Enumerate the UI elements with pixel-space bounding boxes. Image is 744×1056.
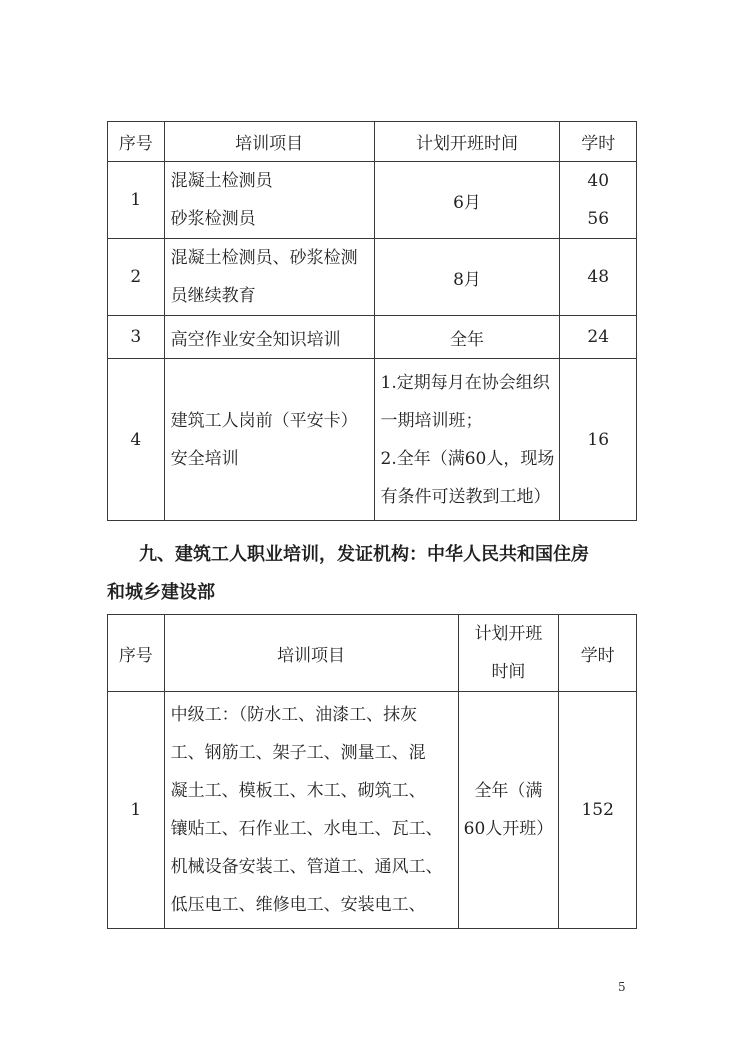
row-item [164,692,458,929]
row-hours [560,162,637,239]
table-row [108,359,637,521]
header-no: 序号 [108,615,165,692]
table-header-row [108,615,637,692]
row-time [374,359,560,521]
item-line: 建筑工人岗前（平安卡） [170,410,358,431]
time-line: 一期培训班； [380,410,483,431]
header-no: 序号 [108,122,165,162]
header-hours: 学时 [560,122,637,162]
hours-line: 40 [587,171,610,191]
row-no: 2 [108,239,165,316]
table-row [108,239,637,316]
row-no: 4 [108,359,165,521]
row-hours: 48 [560,239,637,316]
training-table-2 [107,614,637,929]
hours-line: 56 [587,209,610,229]
page-number: 5 [618,980,626,994]
time-line: 全年（满 [474,781,543,801]
row-item: 高空作业安全知识培训 [164,316,374,359]
row-item [164,359,374,521]
item-line: 混凝土检测员 [170,171,273,191]
item-line: 凝土工、模板工、木工、砌筑工、 [170,781,426,801]
row-time: 全年 [374,316,560,359]
row-no: 1 [108,692,165,929]
header-time-line: 计划开班 [474,624,543,644]
time-line: 2.全年（满60人，现场 [380,448,555,469]
header-item: 培训项目 [164,122,374,162]
time-line: 60人开班） [463,819,554,839]
row-hours: 152 [559,692,637,929]
item-line: 安全培训 [170,448,239,469]
item-line: 工、钢筋工、架子工、测量工、混 [170,743,426,763]
item-line: 低压电工、维修电工、安装电工、 [170,895,426,915]
section-heading-line-2: 和城乡建设部 [107,582,215,603]
table-row [108,162,637,239]
row-time: 6月 [374,162,560,239]
item-line: 中级工：（防水工、油漆工、抹灰 [170,705,418,725]
time-line: 有条件可送教到工地） [380,486,551,507]
header-hours: 学时 [559,615,637,692]
item-line: 镶贴工、石作业工、水电工、瓦工、 [170,819,443,839]
training-table-1 [107,121,637,521]
row-no: 3 [108,316,165,359]
item-line: 员继续教育 [170,286,256,306]
item-line: 机械设备安装工、管道工、通风工、 [170,857,443,877]
row-item [164,162,374,239]
header-time: 计划开班时间 [374,122,560,162]
table-row [108,316,637,359]
item-line: 砂浆检测员 [170,209,256,229]
row-hours: 16 [560,359,637,521]
row-time: 8月 [374,239,560,316]
header-time-line: 时间 [491,662,526,682]
row-time [458,692,559,929]
header-time [458,615,559,692]
table-header-row [108,122,637,162]
row-hours: 24 [560,316,637,359]
table-row [108,692,637,929]
section-heading-line-1: 九、建筑工人职业培训，发证机构：中华人民共和国住房 [139,544,589,565]
item-line: 混凝土检测员、砂浆检测 [170,248,358,268]
row-item [164,239,374,316]
header-item: 培训项目 [164,615,458,692]
row-no: 1 [108,162,165,239]
time-line: 1.定期每月在协会组织 [380,372,550,393]
